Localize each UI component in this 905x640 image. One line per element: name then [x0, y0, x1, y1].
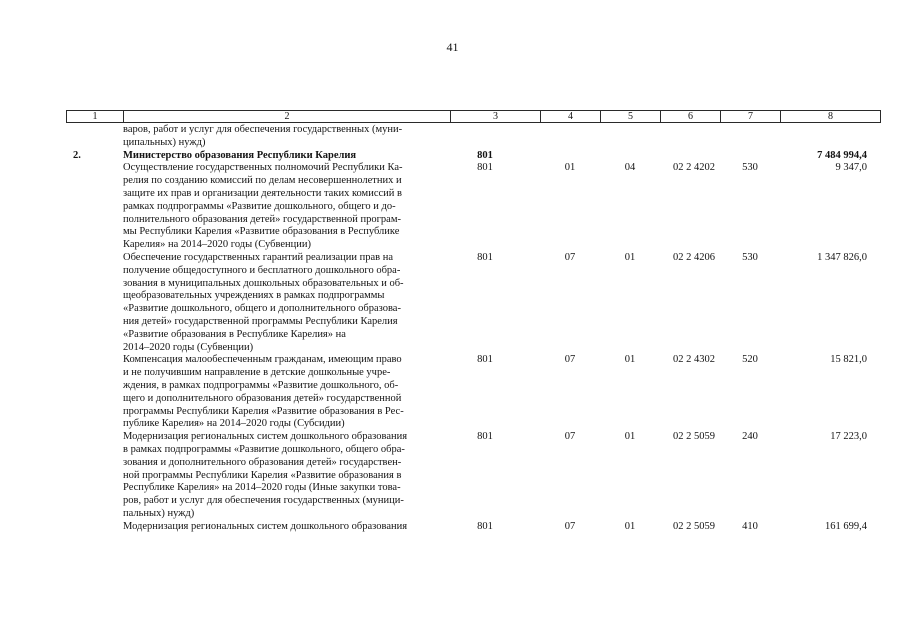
row-amount [780, 124, 879, 150]
row-target-article [660, 124, 720, 150]
row-amount: 9 347,0 [835, 162, 867, 174]
row-section: 07 [564, 520, 576, 532]
table-row [66, 124, 879, 150]
row-section [540, 124, 600, 150]
row-target-article: 02 2 5059 [673, 520, 715, 532]
row-description: Министерство образования Республики Карелия [123, 149, 357, 161]
row-expense-type [720, 150, 780, 163]
row-code-ministry: 801 [477, 520, 493, 532]
table-row [66, 431, 879, 521]
row-target-article: 02 2 5059 [673, 431, 715, 443]
row-code-ministry: 801 [477, 431, 493, 443]
row-expense-type: 410 [742, 520, 758, 532]
row-subsection [600, 124, 660, 150]
row-expense-type [720, 124, 780, 150]
row-amount: 161 699,4 [825, 520, 867, 532]
row-description: Обеспечение государственных гарантий реализации прав на получение общедоступного и бесплатного дошкольного обра- зования в муниципальных дошкольных образовательных и об- щеобразовательных учреждениях в рамках подпрограммы «Развитие дошкольного, общего и дополнительного образова- ния детей» государственной программы Республики Карелия «Развитие образования в Республике Карелия» на 2014–2020 годы (Субвенции) [123, 251, 404, 353]
row-amount: 7 484 994,4 [817, 149, 867, 161]
row-amount: 17 223,0 [830, 431, 867, 443]
row-number [66, 124, 123, 150]
row-subsection: 01 [624, 251, 636, 263]
row-target-article [660, 150, 720, 163]
header-col-5: 5 [601, 111, 661, 122]
table-row [66, 521, 879, 534]
row-amount: 15 821,0 [830, 354, 867, 366]
row-target-article: 02 2 4202 [673, 162, 715, 174]
row-code-ministry [450, 124, 540, 150]
row-subsection [600, 150, 660, 163]
row-subsection: 04 [624, 162, 636, 174]
row-number: 2. [73, 149, 81, 161]
row-section: 07 [564, 354, 576, 366]
row-expense-type: 530 [742, 162, 758, 174]
row-subsection: 01 [624, 354, 636, 366]
row-section [540, 150, 600, 163]
row-code-ministry: 801 [477, 354, 493, 366]
row-subsection: 01 [624, 520, 636, 532]
row-section: 01 [564, 162, 576, 174]
page-number: 41 [446, 40, 459, 54]
row-section: 07 [564, 431, 576, 443]
row-code-ministry: 801 [477, 149, 493, 161]
header-col-2: 2 [124, 111, 451, 122]
table-row [66, 162, 879, 252]
row-subsection: 01 [624, 431, 636, 443]
header-col-4: 4 [541, 111, 601, 122]
row-number [66, 252, 123, 354]
row-description: Модернизация региональных систем дошкольного образования [123, 520, 408, 532]
table-row [66, 252, 879, 354]
row-amount: 1 347 826,0 [817, 251, 867, 263]
header-col-1: 1 [67, 111, 124, 122]
row-expense-type: 520 [742, 354, 758, 366]
row-code-ministry: 801 [477, 251, 493, 263]
header-col-3: 3 [451, 111, 541, 122]
row-expense-type: 530 [742, 251, 758, 263]
row-target-article: 02 2 4206 [673, 251, 715, 263]
row-code-ministry: 801 [477, 162, 493, 174]
row-section: 07 [564, 251, 576, 263]
row-description: варов, работ и услуг для обеспечения государственных (муни- ципальных) нужд) [123, 124, 403, 148]
row-number [66, 431, 123, 521]
table-header-row [66, 110, 881, 123]
row-target-article: 02 2 4302 [673, 354, 715, 366]
row-description: Модернизация региональных систем дошкольного образования в рамках подпрограммы «Развитие дошкольного, общего обра- зования и дополнительного образования детей» государствен- ной программы Республики Карелия «Развитие образования в Республике Карелия» на 2014–2020 годы (Иные закупки това- ров, работ и услуг для обеспечения государственных (муници- пальных) нужд) [123, 431, 408, 519]
header-col-6: 6 [661, 111, 721, 122]
header-col-7: 7 [721, 111, 781, 122]
table-body [66, 124, 879, 534]
table-row [66, 150, 879, 163]
table-row [66, 354, 879, 431]
row-number [66, 354, 123, 431]
row-expense-type: 240 [742, 431, 758, 443]
row-number [66, 162, 123, 252]
header-col-8: 8 [828, 111, 833, 122]
row-description: Осуществление государственных полномочий Республики Ка- релия по созданию комиссий по делам несовершеннолетних и защите их прав и организации деятельности таких комиссий в рамках подпрограммы «Развитие дошкольного, общего и до- полнительного образования детей» государственной програм- мы Республики Карелия «Развитие образования в Республике Карелия» на 2014–2020 годы (Субвенции) [123, 162, 403, 251]
row-description: Компенсация малообеспеченным гражданам, имеющим право и не получившим направление в детские дошкольные учре- ждения, в рамках подпрограммы «Развитие дошкольного, об- щего и дополнительного образования детей» государственной программы Республики Карелия «Развитие образования в Рес- публике Карелия» на 2014–2020 годы (Субсидии) [123, 354, 404, 430]
row-number [66, 521, 123, 534]
